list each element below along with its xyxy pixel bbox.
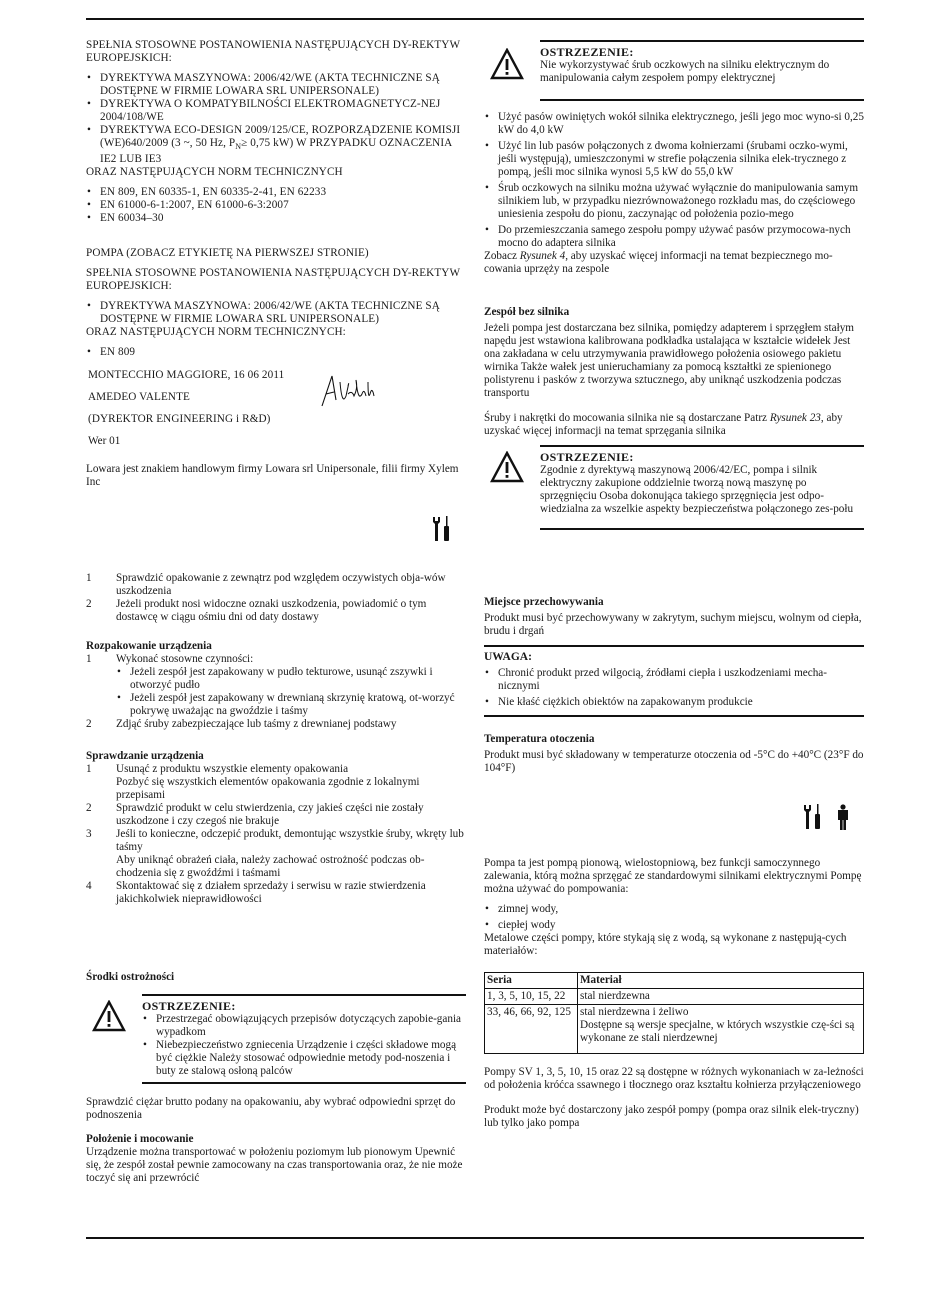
- directive-item: • DYREKTYWA MASZYNOWA: 2006/42/WE (AKTA TECHNICZNE SĄ DOSTĘPNE W FIRMIE LOWARA SRL UNIPERSONALE): [86, 72, 466, 98]
- declaration-pump: [86, 247, 466, 359]
- table-header: Seria: [485, 973, 578, 989]
- norms-list: [86, 346, 466, 359]
- declaration-motor-pump: [86, 39, 466, 225]
- header-rule: [86, 18, 864, 20]
- storage-section: [484, 596, 864, 717]
- materials-intro: Metalowe części pompy, które stykają się z wodą, są wykonane z następują-cych materiałów:: [484, 932, 847, 957]
- step-item: 2 Sprawdzić produkt w celu stwierdzenia, czy jakieś części nie zostały uszkodzone i czy czegoś nie brakuje: [86, 802, 424, 827]
- person-icon: [836, 804, 850, 830]
- weight-note: Sprawdzić ciężar brutto podany na opakowaniu, aby wybrać odpowiedni sprzęt do podnoszenia: [86, 1096, 456, 1121]
- bullet-item: • Chronić produkt przed wilgocią, źródłami ciepła i uszkodzeniami mecha-nicznymi: [484, 667, 864, 693]
- signature-block: [88, 369, 348, 448]
- material-cell: stal nierdzewna i żeliwo Dostępne są wersje specjalne, w których wszystkie czę-ści są wykonane ze stali nierdzewnej: [578, 1005, 864, 1054]
- bullet-item: • Nie kłaść ciężkich obiektów na zapakowanym produkcie: [484, 696, 864, 709]
- warning-text: Nie wykorzystywać śrub oczkowych na silniku elektrycznym do manipulowania całym zespołem pompy elektrycznej: [540, 59, 830, 84]
- footer-rule: [86, 1237, 864, 1239]
- directive-item: • DYREKTYWA ECO-DESIGN 2009/125/CE, ROZPORZĄDZENIE KOMISJI (WE)640/2009 (3 ~, 50 Hz, $P_N\ge 0,75$ kW) W PRZYPADKU OZNACZENIA IE2 LUB IE3: [86, 124, 466, 166]
- table-header-row: [485, 973, 864, 989]
- revision: Wer 01: [88, 435, 121, 447]
- norms-intro: ORAZ NASTĘPUJĄCYCH NORM TECHNICZNYCH:: [86, 326, 346, 338]
- directive-item: • DYREKTYWA MASZYNOWA: 2006/42/WE (AKTA TECHNICZNE SĄ DOSTĘPNE W FIRMIE LOWARA SRL UNIPERSONALE): [86, 300, 466, 326]
- sub-bullets: [116, 666, 466, 718]
- warning-triangle-icon: [92, 1000, 126, 1032]
- step-item: 1 Sprawdzić opakowanie z zewnątrz pod względem oczywistych obja-wów uszkodzenia: [86, 572, 446, 597]
- table-row: [485, 989, 864, 1005]
- versions-section: [484, 1066, 864, 1130]
- norms-list: [86, 186, 466, 225]
- bullet-item: • Do przemieszczania samego zespołu pompy używać pasów przymocowa-nych mocno do adaptera silnika: [484, 224, 864, 250]
- directive-item: • DYREKTYWA O KOMPATYBILNOŚCI ELEKTROMAGNETYCZ-NEJ 2004/108/WE: [86, 98, 466, 124]
- norm-item: • EN 809, EN 60335-1, EN 60335-2-41, EN 62233: [86, 186, 466, 199]
- temperature-section: [484, 733, 864, 775]
- liquids-list: [484, 903, 864, 932]
- warning-triangle-icon: [490, 451, 524, 483]
- precautions-section: [86, 971, 466, 1122]
- supply-text: Produkt może być dostarczony jako zespół pompy (pompa oraz silnik elek-tryczny) lub tylko jako pompa: [484, 1104, 859, 1129]
- note-box: [484, 645, 864, 717]
- note-bullets: [484, 667, 864, 709]
- warning-box-coupling: [484, 445, 864, 530]
- trademark-note: Lowara jest znakiem handlowym firmy Lowara srl Unipersonale, filii firmy Xylem Inc: [86, 463, 459, 488]
- warning-triangle-icon: [490, 48, 524, 80]
- checking-section: [86, 750, 466, 906]
- screws-note: Śruby i nakrętki do mocowania silnika nie są dostarczane Patrz Rysunek 23, aby uzyskać więcej informacji na temat sprzęgania silnika: [484, 412, 843, 437]
- pump-line: POMPA (ZOBACZ ETYKIETĘ NA PIERWSZEJ STRONIE): [86, 247, 369, 259]
- material-cell: stal nierdzewna: [578, 989, 864, 1005]
- bullet-item: • Śrub oczkowych na silniku można używać wyłącznie do manipulowania samym silnikiem lub, w przypadku niezrównoważonego rozkładu mas, do częściowego uniesienia zespołu do pionu, zaczynając od położenia pozio-mego: [484, 182, 864, 221]
- position-text: Urządzenie można transportować w położeniu poziomym lub pionowym Upewnić się, że zespół został pewnie zamocowany na czas transportowania oraz, że nie może toczyć się ani przewrócić: [86, 1146, 463, 1184]
- figure-link[interactable]: Rysunek 4: [519, 250, 566, 262]
- step-item: 1 Wykonać stosowne czynności: • Jeżeli zespół jest zapakowany w pudło tekturowe, usunąć zszywki i otworzyć pudło • Jeżeli zespół jest zapakowany w drewnianą skrzynię kratową, ot-worzyć pokrywę uważając na gwoździe i taśmy: [86, 653, 466, 718]
- norm-item: • EN 809: [86, 346, 466, 359]
- directives-list: [86, 300, 466, 326]
- series-cell: 1, 3, 5, 10, 15, 22: [485, 989, 578, 1005]
- step-item: 1 Usunąć z produktu wszystkie elementy opakowania Pozbyć się wszystkich elementów opakowania zgodnie z lokalnymi przepisami: [86, 763, 420, 801]
- section-heading: Miejsce przechowywania: [484, 596, 604, 608]
- warning-bullets: [142, 1013, 466, 1078]
- materials-table-wrap: [484, 972, 864, 1054]
- section-heading: Zespół bez silnika: [484, 306, 570, 318]
- directives-list: [86, 72, 466, 166]
- section-heading: Temperatura otoczenia: [484, 733, 595, 745]
- bullet-item: • Użyć lin lub pasów połączonych z dwoma kołnierzami (śrubami oczko-wymi, jeśli występują), umieszczonymi w strefie połączenia silnika elek-trycznego z pompą, jeśli moc silnika wynosi 5,5 kW do 55,0 kW: [484, 140, 864, 179]
- warning-title: OSTRZEZENIE:: [142, 999, 236, 1013]
- declaration-intro: SPEŁNIA STOSOWNE POSTANOWIENIA NASTĘPUJĄCYCH DY-REKTYW EUROPEJSKICH:: [86, 267, 460, 292]
- norm-item: • EN 61000-6-1:2007, EN 61000-6-3:2007: [86, 199, 466, 212]
- inspection-steps: [86, 572, 466, 624]
- no-motor-text: Jeżeli pompa jest dostarczana bez silnika, pomiędzy adapterem i sprzęgłem stałym napędu jest wstawiona kalibrowana podkładka ustalająca w kształcie widełek Jest ona zakładana w celu utrzymywania prawidłowego położenia osiowego pakietu wirnika Także wałek jest unieruchamiany za pomocą kształtki ze spienionego polistyrenu i pasków z tworzywa sztucznego, aby uniknąć uszkodzenia podczas transportu: [484, 322, 854, 399]
- table-header: Materiał: [578, 973, 864, 989]
- storage-text: Produkt musi być przechowywany w zakrytym, suchym miejscu, wolnym od ciepła, brudu i drgań: [484, 612, 862, 637]
- bullet-item: • Użyć pasów owiniętych wokół silnika elektrycznego, jeśli jego moc wyno-si 0,25 kW do 4,0 kW: [484, 111, 864, 137]
- lifting-bullets: [484, 111, 864, 250]
- no-motor-section: [484, 306, 864, 438]
- position-section: [86, 1133, 466, 1185]
- declaration-intro: SPEŁNIA STOSOWNE POSTANOWIENIA NASTĘPUJĄCYCH DY-REKTYW EUROPEJSKICH:: [86, 39, 460, 64]
- signer-role: (DYREKTOR ENGINEERING i R&D): [88, 413, 271, 425]
- bullet-item: • Niebezpieczeństwo zgniecenia Urządzenie i części składowe mogą być ciężkie Należy stosować odpowiednie metody pod-noszenia i buty ze stalową osłoną palców: [142, 1039, 466, 1078]
- series-cell: 33, 46, 66, 92, 125: [485, 1005, 578, 1054]
- section-heading: Położenie i mocowanie: [86, 1133, 194, 1145]
- temperature-text: Produkt musi być składowany w temperaturze otoczenia od -5°C do +40°C (23°F do 104°F): [484, 749, 864, 774]
- bullet-item: • ciepłej wody: [484, 919, 864, 932]
- figure-reference: Zobacz Rysunek 4, aby uzyskać więcej informacji na temat bezpiecznego mo-cowania uprzęży na zespole: [484, 250, 833, 275]
- figure-link[interactable]: Rysunek 23: [769, 412, 821, 424]
- bullet-item: • zimnej wody,: [484, 903, 864, 916]
- wrench-screwdriver-icon: [803, 804, 825, 830]
- description-section: [484, 857, 864, 958]
- bullet-item: • Przestrzegać obowiązujących przepisów dotyczących zapobie-gania wypadkom: [142, 1013, 466, 1039]
- norms-intro: ORAZ NASTĘPUJĄCYCH NORM TECHNICZNYCH: [86, 166, 343, 179]
- warning-title: OSTRZEZENIE:: [540, 450, 634, 464]
- table-row: [485, 1005, 864, 1054]
- bullet-item: • Jeżeli zespół jest zapakowany w pudło tekturowe, usunąć zszywki i otworzyć pudło: [116, 666, 466, 692]
- note-title: UWAGA:: [484, 651, 532, 663]
- norm-item: • EN 60034–30: [86, 212, 466, 225]
- warning-title: OSTRZEZENIE:: [540, 45, 634, 59]
- lifting-instructions: [484, 111, 864, 276]
- bullet-item: • Jeżeli zespół jest zapakowany w drewnianą skrzynię kratową, ot-worzyć pokrywę uważając na gwoździe i taśmy: [116, 692, 466, 718]
- section-heading: Środki ostrożności: [86, 971, 175, 983]
- versions-text: Pompy SV 1, 3, 5, 10, 15 oraz 22 są dostępne w różnych wykonaniach w za-leżności od położenia króćca ssawnego i tłocznego oraz kształtu kołnierza przyłączeniowego: [484, 1066, 864, 1091]
- step-item: 3 Jeśli to konieczne, odczepić produkt, demontując wszystkie śruby, wkręty lub taśmy Aby uniknąć obrażeń ciała, należy zachować ostrożność podczas ob-chodzenia się z gwoźdźmi i taśmami: [86, 828, 464, 879]
- unpacking-section: [86, 640, 466, 731]
- description-text: Pompa ta jest pompą pionową, wielostopniową, bez funkcji samoczynnego zalewania, którą można sprzęgać ze standardowymi silnikami elektrycznymi Pompę można używać do pompowania:: [484, 857, 862, 895]
- step-item: 2 Jeżeli produkt nosi widoczne oznaki uszkodzenia, powiadomić o tym dostawcę w ciągu ośmiu dni od daty dostawy: [86, 598, 427, 623]
- materials-table: [484, 972, 864, 1054]
- section-heading: Sprawdzanie urządzenia: [86, 750, 204, 762]
- place-date: MONTECCHIO MAGGIORE, 16 06 2011: [88, 369, 285, 381]
- section-heading: Rozpakowanie urządzenia: [86, 640, 212, 652]
- signature-image: [318, 372, 378, 412]
- signer-name: AMEDEO VALENTE: [88, 391, 190, 403]
- step-item: 2 Zdjąć śruby zabezpieczające lub taśmy z drewnianej podstawy: [86, 718, 397, 730]
- warning-box-eyebolts: [484, 40, 864, 101]
- warning-text: Zgodnie z dyrektywą maszynową 2006/42/EC, pompa i silnik elektryczny zakupione oddzielnie tworzą nową maszynę po sprzęgnięciu Osoba dokonująca takiego sprzęgnięcia jest odpo-wiedzialna za wszelkie aspekty bezpieczeństwa połączonego zes-połu: [540, 464, 854, 515]
- wrench-screwdriver-icon: [432, 515, 454, 543]
- step-item: 4 Skontaktować się z działem sprzedaży i serwisu w razie stwierdzenia jakichkolwiek nieprawidłowości: [86, 880, 426, 905]
- warning-box: [86, 994, 466, 1084]
